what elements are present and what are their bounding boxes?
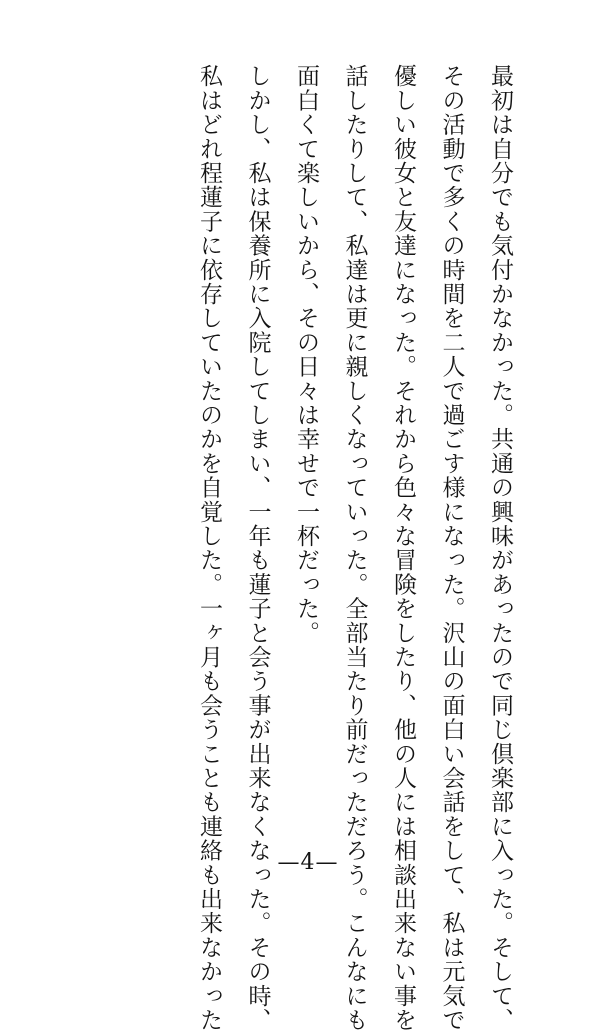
text-line: 私はどれ程蓮子に依存していたのかを自覚した。一ヶ月も会うことも連絡も出来なかった [196,64,222,1032]
text-line: 話したりして、私達は更に親しくなっていった。全部当たり前だっただろう。こんなにも [341,64,368,1032]
page-number: —4— [277,850,339,875]
text-line: しかし、私は保養所に入院してしまい、一年も蓮子と会う事が出来なくなった。その時、 [244,64,271,1032]
text-line: その活動で多くの時間を二人で過ごす様になった。沢山の面白い会話をして、私は元気で [438,64,465,1032]
vertical-text-block [185,64,525,1032]
text-line: 優しい彼女と友達になった。それから色々な冒険をしたり、他の人には相談出来ない事を [390,64,416,1032]
text-line: 面白くて楽しいから、その日々は幸せで一杯だった。 [293,64,319,645]
text-line: 最初は自分でも気付かなかった。共通の興味があったので同じ倶楽部に入った。そして、 [487,64,513,1032]
